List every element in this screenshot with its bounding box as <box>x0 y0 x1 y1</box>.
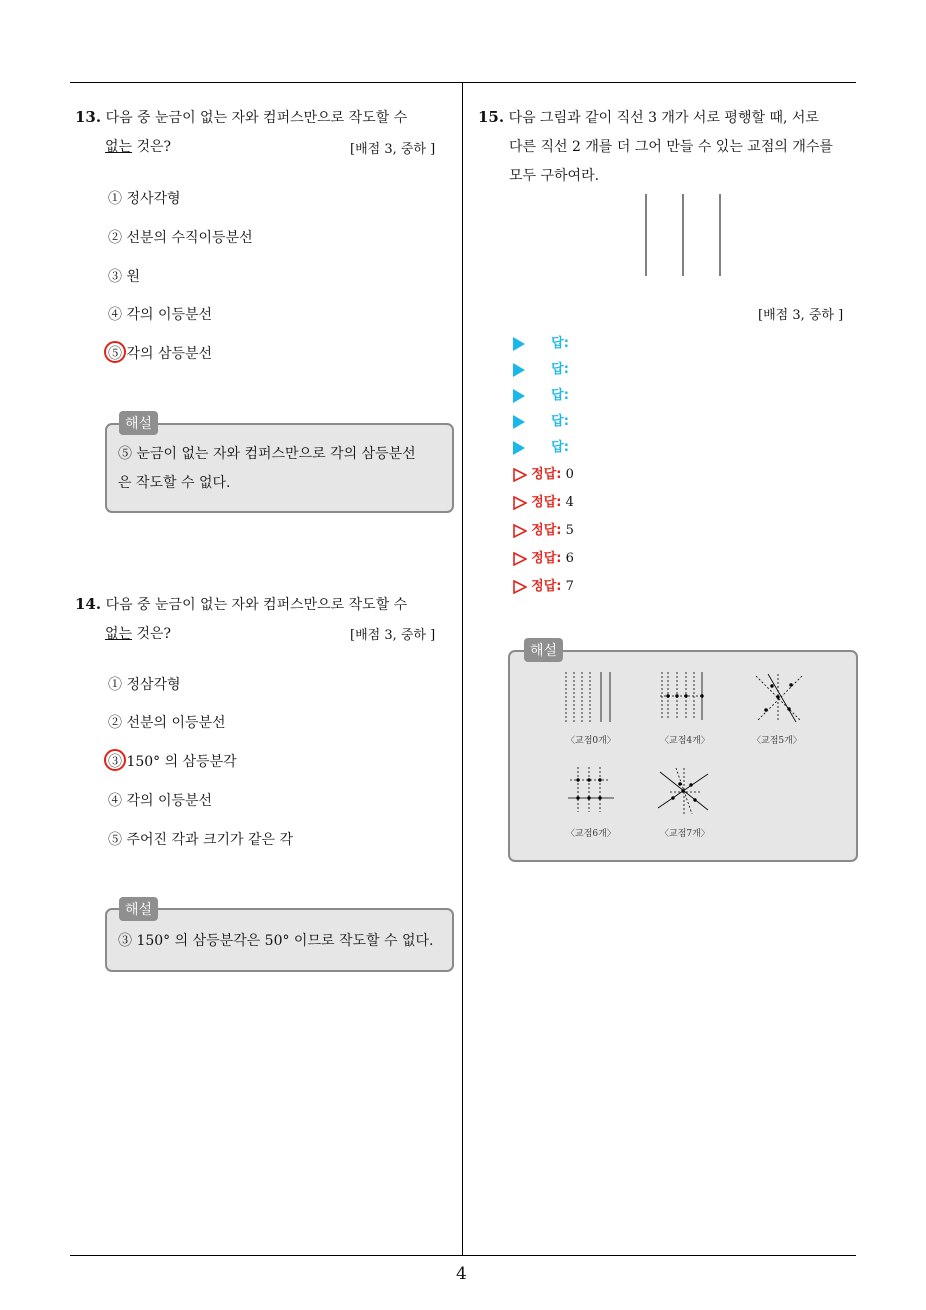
correct-value: 4 <box>565 495 574 510</box>
correct-label: 정답 <box>531 579 557 594</box>
q14-choice-2[interactable]: ② 선분의 이등분선 <box>108 715 226 731</box>
q14-choice-1[interactable]: ① 정삼각형 <box>108 677 181 693</box>
caption-0-intersections: 〈교점0개〉 <box>566 736 616 746</box>
q14-choice-4[interactable]: ④ 각의 이등분선 <box>108 793 213 809</box>
caption-7-intersections: 〈교점7개〉 <box>660 829 710 839</box>
q13-selected-circle <box>104 341 126 363</box>
answer-label: 답 <box>551 388 564 403</box>
correct-label: 정답 <box>531 467 557 482</box>
q13-line2: 것은? <box>132 139 172 155</box>
q13-choice-5-text: 각의 삼등분선 <box>126 346 213 362</box>
q13-explain-line2: 은 작도할 수 없다. <box>118 475 231 491</box>
q14-number: 14. <box>75 595 102 613</box>
q15-meta: [배점 3, 중하 ] <box>758 308 844 323</box>
q14-selected-circle <box>104 749 126 771</box>
q15-line2: 다른 직선 2 개를 더 그어 만들 수 있는 교점의 개수를 <box>509 139 833 155</box>
page-number: 4 <box>456 1264 467 1284</box>
answer-label: 답 <box>551 440 564 455</box>
correct-value: 7 <box>565 579 574 594</box>
correct-value: 5 <box>565 523 574 538</box>
figure-0-intersections <box>566 672 610 722</box>
q14-underlined: 없는 <box>105 626 133 642</box>
q13-meta: [배점 3, 중하 ] <box>350 142 436 157</box>
q15-number: 15. <box>478 108 505 126</box>
correct-label: 정답 <box>531 523 557 538</box>
column-divider <box>462 83 463 1256</box>
caption-5-intersections: 〈교점5개〉 <box>752 736 802 746</box>
answer-arrow-icon <box>513 389 525 403</box>
q15-correct-row-5: 정답: 7 <box>513 575 574 594</box>
answer-arrow-icon <box>513 363 525 377</box>
figure-4-intersections <box>660 672 704 720</box>
q15-answer-row-1[interactable]: 답: <box>513 332 569 351</box>
q13-explain-text <box>118 440 448 498</box>
caption-6-intersections: 〈교점6개〉 <box>566 829 616 839</box>
q15-correct-row-1: 정답: 0 <box>513 463 574 482</box>
correct-arrow-icon <box>513 580 527 594</box>
q14-line1: 다음 중 눈금이 없는 자와 컴퍼스만으로 작도할 수 <box>105 597 408 613</box>
q13-choice-3[interactable]: ③ 원 <box>108 269 140 285</box>
q15-answer-row-2[interactable]: 답: <box>513 358 569 377</box>
q13-underlined: 없는 <box>105 139 133 155</box>
q15-parallel-lines-figure <box>640 194 730 278</box>
figure-7-intersections <box>658 768 708 814</box>
q15-correct-row-2: 정답: 4 <box>513 491 574 510</box>
q14-choice-3-text: 150° 의 삼등분각 <box>126 754 237 770</box>
correct-arrow-icon <box>513 496 527 510</box>
q14-choice-5[interactable]: ⑤ 주어진 각과 크기가 같은 각 <box>108 832 294 848</box>
q14-choice-3[interactable] <box>108 751 237 771</box>
q13-explain-badge: 해설 <box>119 411 158 435</box>
answer-arrow-icon <box>513 441 525 455</box>
q15-stem <box>478 103 863 191</box>
correct-label: 정답 <box>531 551 557 566</box>
q14-explain-badge: 해설 <box>119 897 158 921</box>
q13-choice-2[interactable]: ② 선분의 수직이등분선 <box>108 230 253 246</box>
q13-line1: 다음 중 눈금이 없는 자와 컴퍼스만으로 작도할 수 <box>105 110 408 126</box>
q13-choice-1[interactable]: ① 정사각형 <box>108 191 181 207</box>
q14-choice-3-mark: ③ <box>108 754 122 770</box>
correct-arrow-icon <box>513 552 527 566</box>
bottom-rule <box>70 1255 856 1256</box>
q15-answer-row-4[interactable]: 답: <box>513 410 569 429</box>
q15-correct-row-3: 정답: 5 <box>513 519 574 538</box>
q15-correct-row-4: 정답: 6 <box>513 547 574 566</box>
answer-arrow-icon <box>513 415 525 429</box>
q15-line1: 다음 그림과 같이 직선 3 개가 서로 평행할 때, 서로 <box>508 110 819 126</box>
answer-label: 답 <box>551 414 564 429</box>
q13-choice-5-mark: ⑤ <box>108 346 122 362</box>
q13-choice-4[interactable]: ④ 각의 이등분선 <box>108 307 213 323</box>
correct-value: 0 <box>565 467 574 482</box>
figure-5-intersections <box>756 674 802 722</box>
q13-number: 13. <box>75 108 102 126</box>
correct-arrow-icon <box>513 468 527 482</box>
top-rule <box>70 82 856 83</box>
figure-6-intersections <box>568 767 614 812</box>
correct-label: 정답 <box>531 495 557 510</box>
q14-line2: 것은? <box>132 626 172 642</box>
answer-arrow-icon <box>513 337 525 351</box>
correct-value: 6 <box>565 551 574 566</box>
q15-line3: 모두 구하여라. <box>509 168 600 184</box>
q14-meta: [배점 3, 중하 ] <box>350 628 436 643</box>
correct-arrow-icon <box>513 524 527 538</box>
q13-explain-line1: ⑤ 눈금이 없는 자와 컴퍼스만으로 각의 삼등분선 <box>118 446 416 462</box>
q15-explain-badge: 해설 <box>524 638 563 662</box>
q14-explain-line1: ③ 150° 의 삼등분각은 50° 이므로 작도할 수 없다. <box>118 933 434 949</box>
answer-label: 답 <box>551 336 564 351</box>
caption-4-intersections: 〈교점4개〉 <box>660 736 710 746</box>
q15-answer-row-3[interactable]: 답: <box>513 384 569 403</box>
answer-label: 답 <box>551 362 564 377</box>
q15-answer-row-5[interactable]: 답: <box>513 436 569 455</box>
